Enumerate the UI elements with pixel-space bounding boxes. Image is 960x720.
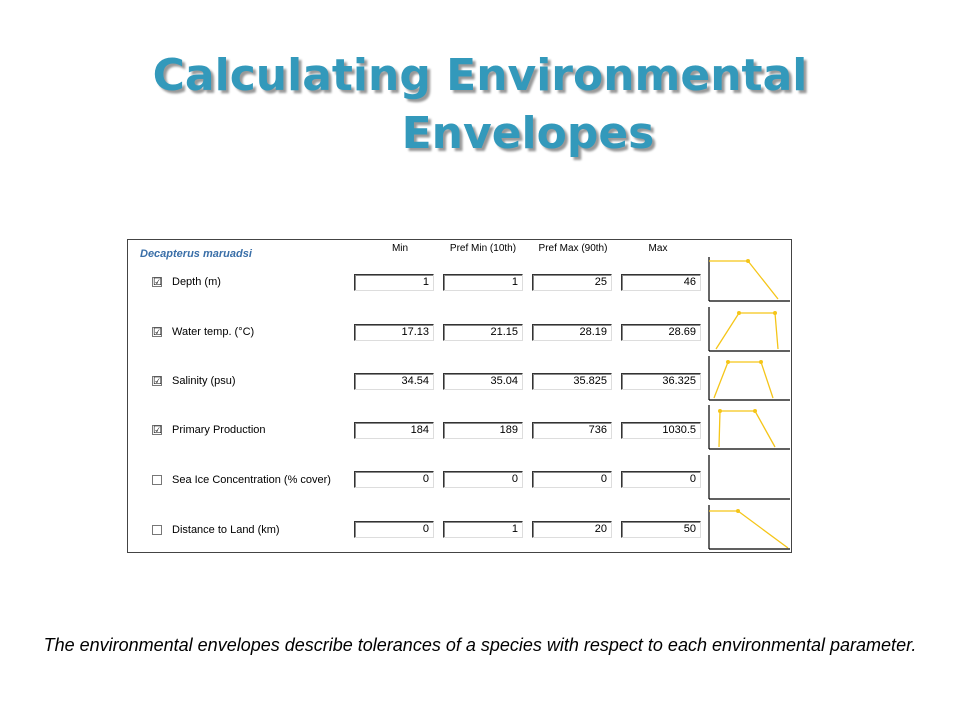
salinity-envelope-chart bbox=[708, 356, 790, 401]
depth-envelope-chart bbox=[708, 257, 790, 302]
water-temp-envelope-chart bbox=[708, 307, 790, 352]
primary-production-min-field[interactable]: 184 bbox=[354, 422, 434, 439]
row-label-depth: Depth (m) bbox=[172, 276, 221, 288]
checkbox-distance-to-land[interactable] bbox=[152, 525, 162, 535]
envelope-panel bbox=[127, 239, 792, 553]
depth-pref-min-field[interactable]: 1 bbox=[443, 274, 523, 291]
column-header-pref-max: Pref Max (90th) bbox=[538, 243, 608, 254]
checkbox-salinity[interactable]: ☑ bbox=[153, 376, 162, 387]
salinity-min-field[interactable]: 34.54 bbox=[354, 373, 434, 390]
water-temp-pref-min-field[interactable]: 21.15 bbox=[443, 324, 523, 341]
salinity-envelope-point-1 bbox=[726, 360, 730, 364]
row-label-salinity: Salinity (psu) bbox=[172, 375, 236, 387]
salinity-envelope-line bbox=[714, 362, 773, 398]
page-title-line-2: Envelopes bbox=[401, 108, 655, 159]
distance-to-land-envelope-chart bbox=[708, 505, 790, 550]
depth-max-field[interactable]: 46 bbox=[621, 274, 701, 291]
column-header-pref-min: Pref Min (10th) bbox=[449, 243, 517, 254]
water-temp-max-field[interactable]: 28.69 bbox=[621, 324, 701, 341]
depth-min-field[interactable]: 1 bbox=[354, 274, 434, 291]
water-temp-envelope-line bbox=[716, 313, 778, 349]
row-label-water-temp: Water temp. (°C) bbox=[172, 326, 255, 338]
depth-envelope-line bbox=[709, 261, 778, 299]
species-name: Decapterus maruadsi bbox=[140, 248, 252, 260]
primary-production-max-field[interactable]: 1030.5 bbox=[621, 422, 701, 439]
checkbox-sea-ice[interactable] bbox=[152, 475, 162, 485]
distance-to-land-envelope-point bbox=[736, 509, 740, 513]
sea-ice-pref-max-field[interactable]: 0 bbox=[532, 471, 612, 488]
column-header-min: Min bbox=[391, 243, 409, 254]
salinity-pref-min-field[interactable]: 35.04 bbox=[443, 373, 523, 390]
primary-production-pref-min-field[interactable]: 189 bbox=[443, 422, 523, 439]
depth-pref-max-field[interactable]: 25 bbox=[532, 274, 612, 291]
row-label-sea-ice: Sea Ice Concentration (% cover) bbox=[172, 474, 331, 486]
checkbox-water-temp[interactable]: ☑ bbox=[153, 327, 162, 338]
checkbox-primary-production[interactable]: ☑ bbox=[153, 425, 162, 436]
sea-ice-envelope-chart bbox=[708, 455, 790, 500]
water-temp-min-field[interactable]: 17.13 bbox=[354, 324, 434, 341]
page-title-line-1: Calculating Environmental bbox=[152, 50, 808, 101]
distance-to-land-pref-min-field[interactable]: 1 bbox=[443, 521, 523, 538]
salinity-pref-max-field[interactable]: 35.825 bbox=[532, 373, 612, 390]
water-temp-pref-max-field[interactable]: 28.19 bbox=[532, 324, 612, 341]
depth-envelope-point bbox=[746, 259, 750, 263]
distance-to-land-pref-max-field[interactable]: 20 bbox=[532, 521, 612, 538]
water-temp-envelope-point-2 bbox=[773, 311, 777, 315]
salinity-max-field[interactable]: 36.325 bbox=[621, 373, 701, 390]
caption: The environmental envelopes describe tolerances of a species with respect to each environmental parameter. bbox=[43, 635, 917, 655]
sea-ice-pref-min-field[interactable]: 0 bbox=[443, 471, 523, 488]
distance-to-land-min-field[interactable]: 0 bbox=[354, 521, 434, 538]
row-label-primary-production: Primary Production bbox=[172, 424, 266, 436]
primary-production-pref-max-field[interactable]: 736 bbox=[532, 422, 612, 439]
primary-production-envelope-point-2 bbox=[753, 409, 757, 413]
water-temp-envelope-point-1 bbox=[737, 311, 741, 315]
primary-production-envelope-line bbox=[719, 411, 775, 447]
salinity-envelope-point-2 bbox=[759, 360, 763, 364]
distance-to-land-envelope-line bbox=[709, 511, 788, 548]
primary-production-envelope-chart bbox=[708, 405, 790, 450]
column-header-max: Max bbox=[648, 243, 668, 254]
primary-production-envelope-point-1 bbox=[718, 409, 722, 413]
checkbox-depth[interactable]: ☑ bbox=[153, 277, 162, 288]
sea-ice-min-field[interactable]: 0 bbox=[354, 471, 434, 488]
sea-ice-max-field[interactable]: 0 bbox=[621, 471, 701, 488]
distance-to-land-max-field[interactable]: 50 bbox=[621, 521, 701, 538]
row-label-distance-to-land: Distance to Land (km) bbox=[172, 524, 280, 536]
